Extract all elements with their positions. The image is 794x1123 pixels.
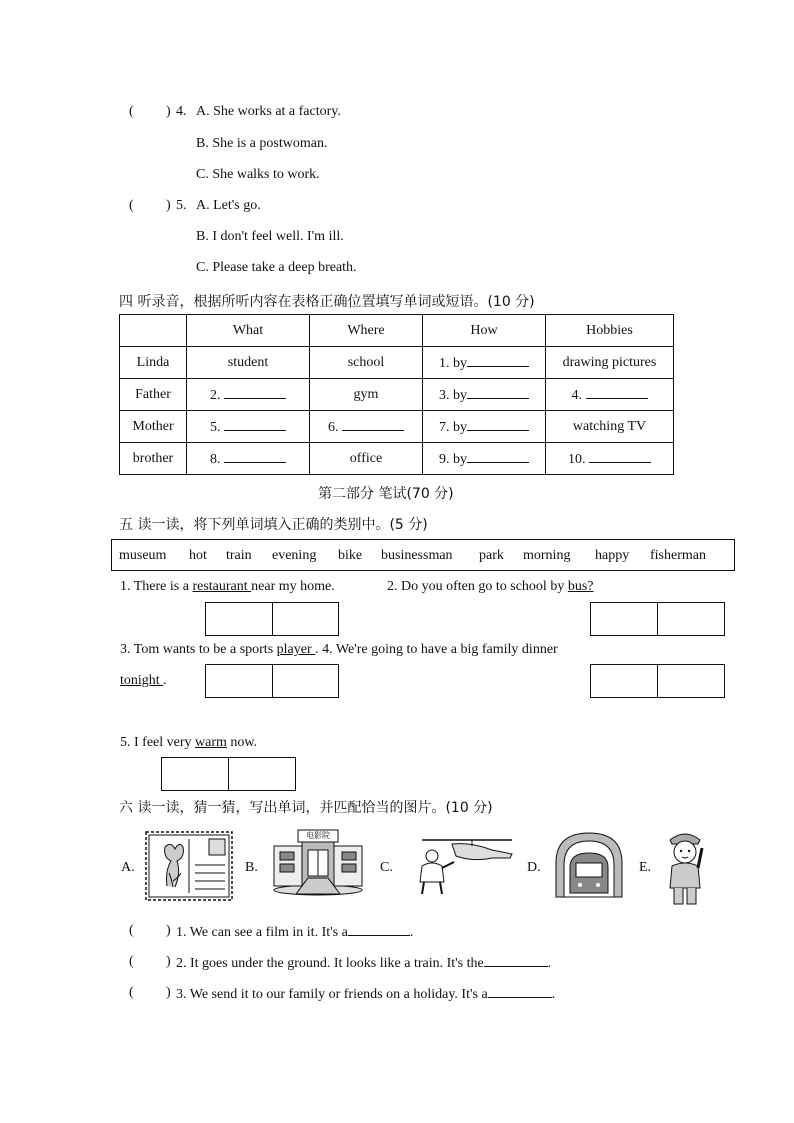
word-bank-item: evening	[272, 548, 317, 563]
part2-title: 第二部分 笔试(70 分)	[318, 486, 454, 502]
answer-blank[interactable]	[589, 450, 651, 463]
table-cell: Father	[120, 379, 187, 411]
underlined-word: restaurant	[192, 579, 252, 594]
police-officer-icon	[662, 826, 708, 908]
table-header: Hobbies	[546, 315, 674, 347]
table-cell-blank[interactable]	[423, 411, 546, 443]
word-bank	[111, 539, 735, 571]
answer-box-4[interactable]	[590, 664, 725, 698]
underlined-word: tonight	[120, 673, 164, 688]
table-cell-blank[interactable]	[423, 347, 546, 379]
picture-label-a: A.	[121, 860, 135, 875]
table-cell: drawing pictures	[546, 347, 674, 379]
blank-number: 7. by	[439, 419, 467, 435]
table-header-row	[120, 315, 674, 347]
answer-box-5[interactable]	[161, 757, 296, 791]
answer-blank[interactable]	[484, 954, 548, 967]
table-header: Where	[310, 315, 423, 347]
answer-paren-close: )	[166, 954, 171, 969]
picture-label-b: B.	[245, 860, 258, 875]
picture-label-c: C.	[380, 860, 393, 875]
word-bank-item: museum	[119, 548, 167, 563]
answer-paren-close: )	[166, 923, 171, 938]
blank-number: 5.	[210, 419, 221, 435]
table-row	[120, 347, 674, 379]
answer-blank[interactable]	[224, 418, 286, 431]
answer-blank[interactable]	[224, 386, 286, 399]
listening-table	[119, 314, 674, 475]
sentence-5: 5. I feel very warm now.	[120, 735, 258, 750]
section6-title: 六 读一读，猜一猜，写出单词，并匹配恰当的图片。(10 分)	[119, 800, 493, 816]
table-cell: Mother	[120, 411, 187, 443]
answer-blank[interactable]	[224, 450, 286, 463]
table-header	[120, 315, 187, 347]
answer-blank[interactable]	[467, 386, 529, 399]
item-text: 2. It goes under the ground. It looks like a train. It's the .	[176, 956, 552, 971]
sentence-2: 2. Do you often go to school by bus?	[387, 579, 594, 594]
answer-box-3[interactable]	[205, 664, 339, 698]
answer-box-2[interactable]	[590, 602, 725, 636]
section4-title: 四 听录音，根据所听内容在表格正确位置填写单词或短语。(10 分)	[119, 294, 535, 310]
option-b: B. She is a postwoman.	[196, 136, 328, 151]
answer-paren-open[interactable]: (	[129, 198, 134, 213]
table-cell-blank[interactable]	[187, 411, 310, 443]
answer-blank[interactable]	[467, 450, 529, 463]
answer-paren-open[interactable]: (	[129, 923, 134, 938]
option-c: C. Please take a deep breath.	[196, 260, 357, 275]
table-header: What	[187, 315, 310, 347]
word-bank-item: hot	[189, 548, 207, 563]
option-a: A. Let's go.	[196, 198, 261, 213]
sentence-1: 1. There is a restaurant near my home.	[120, 579, 335, 594]
table-cell: office	[310, 443, 423, 475]
answer-blank[interactable]	[467, 354, 529, 367]
underlined-word: warm	[195, 735, 227, 750]
answer-paren-close: )	[166, 198, 171, 213]
question-number: 5.	[176, 198, 187, 213]
picture-label-d: D.	[527, 860, 541, 875]
answer-paren-close: )	[166, 985, 171, 1000]
sentence-3: 3. Tom wants to be a sports player . 4. We're going to have a big family dinner	[120, 642, 558, 657]
table-cell: school	[310, 347, 423, 379]
table-cell: student	[187, 347, 310, 379]
table-cell: watching TV	[546, 411, 674, 443]
table-cell-blank[interactable]	[310, 411, 423, 443]
answer-box-1[interactable]	[205, 602, 339, 636]
section5-title: 五 读一读，将下列单词填入正确的类别中。(5 分)	[119, 517, 428, 533]
table-cell-blank[interactable]	[187, 443, 310, 475]
word-bank-item: fisherman	[650, 548, 706, 563]
question-number: 4.	[176, 104, 187, 119]
blank-number: 10.	[568, 451, 586, 467]
word-bank-item: bike	[338, 548, 363, 563]
table-header: How	[423, 315, 546, 347]
helicopter-pilot-icon	[402, 832, 514, 896]
word-bank-item: businessman	[381, 548, 453, 563]
table-cell: brother	[120, 443, 187, 475]
option-c: C. She walks to work.	[196, 167, 320, 182]
answer-blank[interactable]	[467, 418, 529, 431]
option-b: B. I don't feel well. I'm ill.	[196, 229, 344, 244]
cinema-picture	[266, 828, 370, 896]
answer-paren-close: )	[166, 104, 171, 119]
table-cell-blank[interactable]	[546, 379, 674, 411]
blank-number: 1. by	[439, 355, 467, 371]
table-cell-blank[interactable]	[423, 379, 546, 411]
table-row	[120, 379, 674, 411]
table-row	[120, 443, 674, 475]
underlined-word: player	[276, 642, 316, 657]
blank-number: 3. by	[439, 387, 467, 403]
answer-blank[interactable]	[348, 923, 410, 936]
blank-number: 9. by	[439, 451, 467, 467]
blank-number: 2.	[210, 387, 221, 403]
word-bank-item: park	[479, 548, 504, 563]
word-bank-item: happy	[595, 548, 630, 563]
answer-paren-open[interactable]: (	[129, 954, 134, 969]
sentence-4-end: tonight .	[120, 673, 167, 688]
item-text: 1. We can see a film in it. It's a .	[176, 925, 414, 940]
table-cell: Linda	[120, 347, 187, 379]
word-bank-item: train	[226, 548, 252, 563]
table-cell-blank[interactable]	[187, 379, 310, 411]
option-a: A. She works at a factory.	[196, 104, 341, 119]
table-cell-blank[interactable]	[423, 443, 546, 475]
answer-paren-open[interactable]: (	[129, 104, 134, 119]
answer-blank[interactable]	[586, 386, 648, 399]
subway-icon	[552, 829, 626, 899]
item-text: 3. We send it to our family or friends on a holiday. It's a .	[176, 987, 556, 1002]
blank-number: 8.	[210, 451, 221, 467]
picture-label-e: E.	[639, 860, 652, 875]
word-bank-item: morning	[523, 548, 571, 563]
postcard-icon	[145, 831, 233, 901]
table-row	[120, 411, 674, 443]
answer-blank[interactable]	[488, 985, 552, 998]
table-cell: gym	[310, 379, 423, 411]
underlined-word: bus?	[567, 579, 594, 594]
answer-paren-open[interactable]: (	[129, 985, 134, 1000]
answer-blank[interactable]	[342, 418, 404, 431]
blank-number: 4.	[571, 387, 582, 403]
blank-number: 6.	[328, 419, 339, 435]
table-cell-blank[interactable]	[546, 443, 674, 475]
cinema-sign: 电影院	[306, 831, 330, 840]
